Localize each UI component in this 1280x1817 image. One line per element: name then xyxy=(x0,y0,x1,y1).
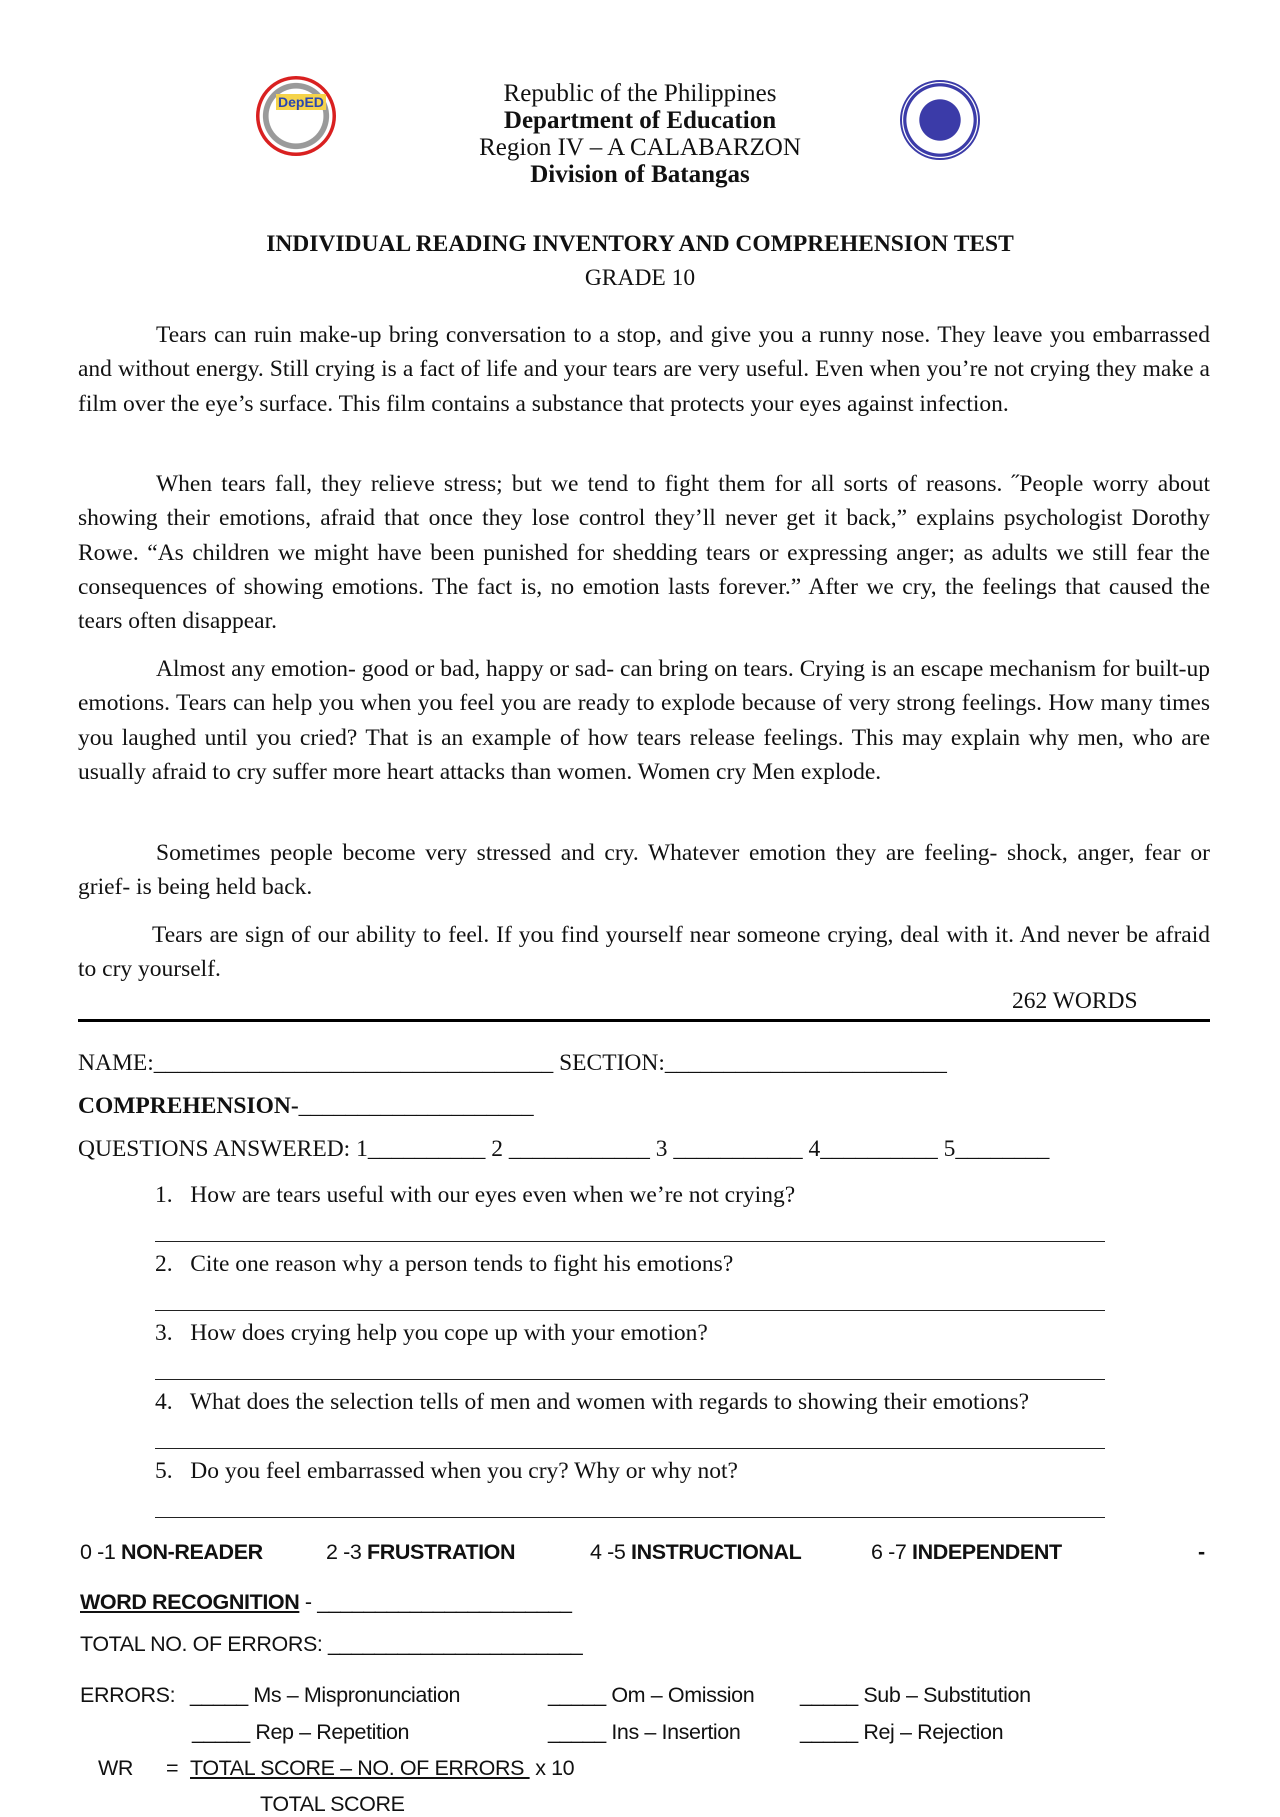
error-repetition[interactable]: _____ Rep – Repetition xyxy=(192,1720,410,1744)
paragraph-1: Tears can ruin make-up bring conversation to a stop, and give you a runny nose. They leave you embarrassed and without energy. Still crying is a fact of life and your tears are very useful. Even when you’re not crying they make a film over the eye’s surface. This film contains a substance that protects your eyes against infection. xyxy=(78,322,1210,417)
paragraph-4: Sometimes people become very stressed and cry. Whatever emotion they are feeling- shock, anger, fear or grief- is being held back. xyxy=(78,840,1210,901)
document-title: INDIVIDUAL READING INVENTORY AND COMPREHENSION TEST xyxy=(266,231,1014,257)
wr-formula: TOTAL SCORE – NO. OF ERRORS x 10 xyxy=(190,1756,575,1780)
rating-non-reader: 0 -1 NON-READER xyxy=(80,1540,263,1564)
total-errors-field[interactable]: TOTAL NO. OF ERRORS: ______________________ xyxy=(80,1632,583,1656)
answer-line-2[interactable] xyxy=(155,1310,1105,1311)
rating-frustration: 2 -3 FRUSTRATION xyxy=(326,1540,516,1564)
word-count: 262 WORDS xyxy=(1012,988,1138,1014)
grade-level: GRADE 10 xyxy=(584,265,696,291)
header-republic: Republic of the Philippines xyxy=(503,80,777,107)
header-division: Division of Batangas xyxy=(530,161,750,188)
error-rejection[interactable]: _____ Rej – Rejection xyxy=(800,1720,1004,1744)
wr-label: WR xyxy=(98,1756,134,1780)
section-field[interactable]: SECTION:________________________ xyxy=(559,1050,947,1076)
paragraph-3: Almost any emotion- good or bad, happy or sad- can bring on tears. Crying is an escape mechanism for built-up emotions. Tears can help you when you feel you are ready to explode because of very strong feelings. How many times you laughed until you cried? That is an example of how tears release feelings. This may explain why men, who are usually afraid to cry suffer more heart attacks than women. Women cry Men explode. xyxy=(78,656,1210,785)
rating-instructional: 4 -5 INSTRUCTIONAL xyxy=(590,1540,802,1564)
paragraph-5: Tears are sign of our ability to feel. If you find yourself near someone crying, deal with it. And never be afraid to cry yourself. xyxy=(78,922,1210,983)
question-3: 3. How does crying help you cope up with your emotion? xyxy=(155,1320,708,1346)
errors-label: ERRORS: xyxy=(80,1683,176,1707)
header-department: Department of Education xyxy=(503,107,777,134)
comprehension-field[interactable]: COMPREHENSION-____________________ xyxy=(78,1093,534,1119)
question-2: 2. Cite one reason why a person tends to fight his emotions? xyxy=(155,1251,734,1277)
dash-mark: - xyxy=(1198,1540,1205,1564)
answer-line-3[interactable] xyxy=(155,1379,1105,1380)
questions-answered-field[interactable]: QUESTIONS ANSWERED: 1__________ 2 ____________ 3 ___________ 4__________ 5________ xyxy=(78,1136,1050,1162)
formula-denominator: TOTAL SCORE xyxy=(260,1792,405,1816)
divider xyxy=(78,1019,1210,1022)
error-insertion[interactable]: _____ Ins – Insertion xyxy=(548,1720,741,1744)
error-substitution[interactable]: _____ Sub – Substitution xyxy=(800,1683,1031,1707)
header-region: Region IV – A CALABARZON xyxy=(479,134,801,161)
question-1: 1. How are tears useful with our eyes even when we’re not crying? xyxy=(155,1182,796,1208)
name-field[interactable]: NAME:__________________________________ SECTION:________________________ xyxy=(78,1050,947,1076)
error-omission[interactable]: _____ Om – Omission xyxy=(548,1683,755,1707)
error-mispronunciation[interactable]: _____ Ms – Mispronunciation xyxy=(190,1683,461,1707)
answer-line-1[interactable] xyxy=(155,1241,1105,1242)
question-4: 4. What does the selection tells of men and women with regards to showing their emotions? xyxy=(155,1389,1030,1415)
formula-numerator: TOTAL SCORE – NO. OF ERRORS xyxy=(190,1756,530,1780)
rating-independent: 6 -7 INDEPENDENT xyxy=(871,1540,1062,1564)
deped-division-logo: DepED xyxy=(256,76,336,156)
word-recognition-field[interactable]: WORD RECOGNITION - ______________________ xyxy=(80,1590,572,1614)
answer-line-5[interactable] xyxy=(155,1517,1105,1518)
equals-sign: = xyxy=(166,1756,179,1780)
question-5: 5. Do you feel embarrassed when you cry? Why or why not? xyxy=(155,1458,738,1484)
answer-line-4[interactable] xyxy=(155,1448,1105,1449)
paragraph-2: When tears fall, they relieve stress; but we tend to fight them for all sorts of reasons. ˝People worry about showing their emotions, afraid that once they lose control they’ll never get it back,” explains psychologist Dorothy Rowe. “As children we might have been punished for shedding tears or expressing anger; as adults we still fear the consequences of showing emotions. The fact is, no emotion lasts forever.” After we cry, the feelings that caused the tears often disappear. xyxy=(78,471,1210,635)
